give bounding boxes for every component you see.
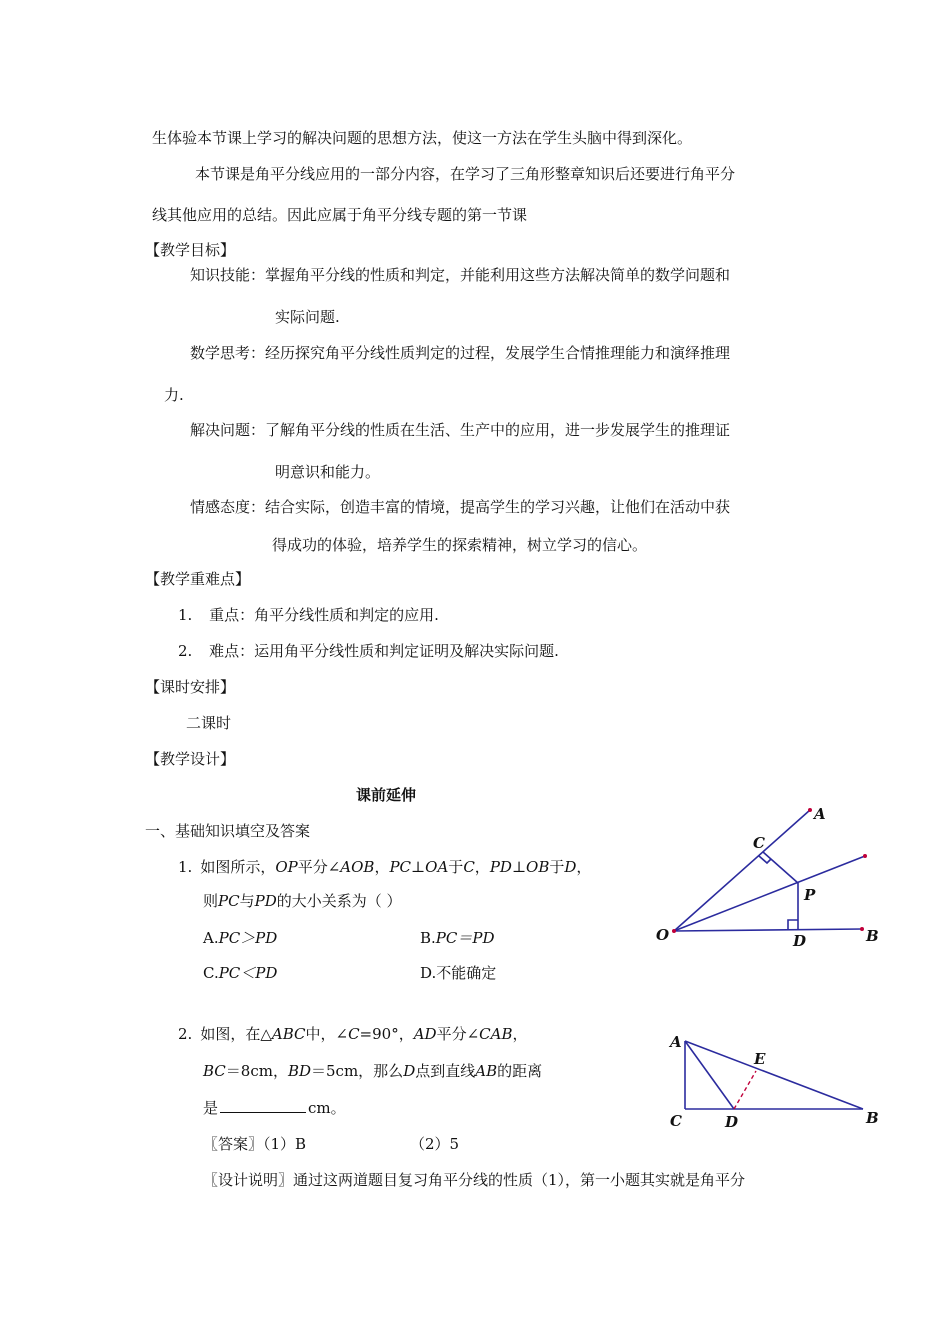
answer-blank[interactable]: [220, 1098, 306, 1113]
q1-text: 于: [549, 858, 565, 876]
schedule-heading: 【课时安排】: [145, 678, 236, 696]
q1-text: 平分∠: [297, 858, 341, 876]
q1-option-c: [203, 963, 277, 983]
q1-text: 于: [448, 858, 464, 876]
q1-text: 则: [203, 892, 219, 910]
q2-ab: AB: [475, 1062, 498, 1080]
q1-line-2: [203, 891, 402, 911]
q2-text: 是: [203, 1099, 219, 1117]
q1-line-1: [178, 857, 591, 877]
q1-text: ，: [374, 858, 390, 876]
figure-2-right-triangle: [660, 1028, 890, 1138]
objective-problem-cont: 明意识和能力。: [275, 463, 381, 481]
option-c-label: C.: [203, 964, 219, 982]
option-b-value: PC＝PD: [435, 929, 495, 947]
q1-pc: PC: [218, 892, 240, 910]
q1-oa: OA: [425, 858, 449, 876]
q2-cab: CAB: [479, 1025, 513, 1043]
label-p: P: [804, 886, 816, 904]
q2-abc: ABC: [271, 1025, 306, 1043]
keypoint-1: [178, 605, 439, 625]
q1-pc: PC: [389, 858, 412, 876]
q1-op: OP: [275, 858, 298, 876]
schedule-value: 二课时: [186, 714, 232, 732]
design-explanation: 〖设计说明〗通过这两道题目复习角平分线的性质（1），第一小题其实就是角平分: [203, 1171, 746, 1189]
q2-d: D: [403, 1062, 416, 1080]
label-a: A: [670, 1033, 682, 1051]
objective-problem: 解决问题：了解角平分线的性质在生活、生产中的应用，进一步发展学生的推理证: [190, 421, 731, 439]
option-c-value: PC＜PD: [218, 964, 278, 982]
label-c: C: [753, 834, 765, 852]
q1-ob: OB: [526, 858, 550, 876]
label-d: D: [725, 1113, 739, 1131]
q1-text: ，: [474, 858, 490, 876]
figure-1-angle-bisector: [640, 790, 900, 965]
q2-text: ＝5cm，那么: [311, 1062, 404, 1080]
point-a: [808, 808, 812, 812]
q2-text: =90°，: [359, 1025, 414, 1043]
keypoints-heading: 【教学重难点】: [145, 570, 251, 588]
q1-option-b: [420, 928, 495, 948]
segment-pc: [763, 852, 798, 883]
q2-text: ，: [512, 1025, 528, 1043]
label-b: B: [866, 1109, 879, 1127]
section-title: 课前延伸: [356, 786, 417, 804]
intro-line-3: 线其他应用的总结。因此应属于角平分线专题的第一节课: [152, 206, 528, 224]
objective-thinking-cont: 力.: [164, 386, 184, 404]
option-a-label: A.: [203, 929, 219, 947]
keypoint-2: [178, 641, 559, 661]
objectives-heading: 【教学目标】: [145, 241, 236, 259]
segment-de: [734, 1071, 756, 1109]
keypoint-2-num: 2.: [178, 642, 193, 660]
q1-text: 与: [239, 892, 255, 910]
q2-bc: BC: [203, 1062, 226, 1080]
point-b: [860, 927, 864, 931]
q1-text: ⊥: [411, 858, 426, 876]
q2-text: 点到直线: [415, 1062, 476, 1080]
q2-text: cm。: [308, 1099, 346, 1117]
q2-text: ＝8cm，: [225, 1062, 288, 1080]
intro-line-2: 本节课是角平分线应用的一部分内容，在学习了三角形整章知识后还要进行角平分: [195, 165, 736, 183]
q2-line-3: [203, 1098, 346, 1118]
label-a: A: [814, 805, 826, 823]
intro-line-1: 生体验本节课上学习的解决问题的思想方法，使这一方法在学生头脑中得到深化。: [152, 129, 693, 147]
objective-knowledge: 知识技能：掌握角平分线的性质和判定，并能利用这些方法解决简单的数学问题和: [190, 266, 731, 284]
ray-op: [674, 856, 865, 931]
q1-pd: PD: [489, 858, 512, 876]
part-title: 一、基础知识填空及答案: [145, 822, 311, 840]
design-heading: 【教学设计】: [145, 750, 236, 768]
answer-label: 〖答案〗（1）B: [203, 1135, 307, 1153]
label-d: D: [793, 932, 807, 950]
label-c: C: [670, 1112, 682, 1130]
label-o: O: [656, 926, 670, 944]
q1-option-d: D.不能确定: [420, 964, 497, 982]
keypoint-1-num: 1.: [178, 606, 193, 624]
q1-text: 如图所示，: [200, 858, 276, 876]
q2-line-1: [178, 1024, 528, 1044]
q1-option-a: [203, 928, 277, 948]
q1-c: C: [463, 858, 475, 876]
objective-attitude-cont: 得成功的体验，培养学生的探索精神，树立学习的信心。: [272, 536, 648, 554]
label-e: E: [754, 1050, 766, 1068]
ray-oa: [674, 810, 810, 931]
option-a-value: PC＞PD: [218, 929, 278, 947]
side-ab: [685, 1041, 863, 1109]
label-b: B: [866, 927, 879, 945]
q2-ad: AD: [413, 1025, 437, 1043]
q2-number: 2.: [178, 1025, 193, 1043]
ray-ob: [674, 929, 862, 931]
keypoint-2-text: 难点：运用角平分线性质和判定证明及解决实际问题.: [209, 642, 559, 660]
right-angle-d: [788, 920, 798, 930]
point-ray-end: [863, 854, 867, 858]
q2-line-2: [203, 1061, 542, 1081]
q1-text: ⊥: [511, 858, 527, 876]
q2-bd: BD: [287, 1062, 312, 1080]
answer-second: （2）5: [410, 1135, 460, 1153]
option-b-label: B.: [420, 929, 436, 947]
q1-aob: AOB: [340, 858, 375, 876]
q2-text: 如图，在△: [200, 1025, 272, 1043]
q2-text: 平分∠: [436, 1025, 480, 1043]
q2-c: C: [348, 1025, 360, 1043]
objective-attitude: 情感态度：结合实际，创造丰富的情境，提高学生的学习兴趣，让他们在活动中获: [190, 498, 731, 516]
q1-number: 1.: [178, 858, 193, 876]
objective-knowledge-cont: 实际问题.: [275, 308, 340, 326]
q1-text: ，: [576, 858, 592, 876]
q1-pd: PD: [254, 892, 277, 910]
q2-text: 中，∠: [305, 1025, 349, 1043]
q1-text: 的大小关系为（ ）: [276, 892, 402, 910]
q2-text: 的距离: [497, 1062, 543, 1080]
point-o: [672, 929, 676, 933]
q1-d: D: [564, 858, 577, 876]
objective-thinking: 数学思考：经历探究角平分线性质判定的过程，发展学生合情推理能力和演绎推理: [190, 344, 731, 362]
keypoint-1-text: 重点：角平分线性质和判定的应用.: [209, 606, 439, 624]
